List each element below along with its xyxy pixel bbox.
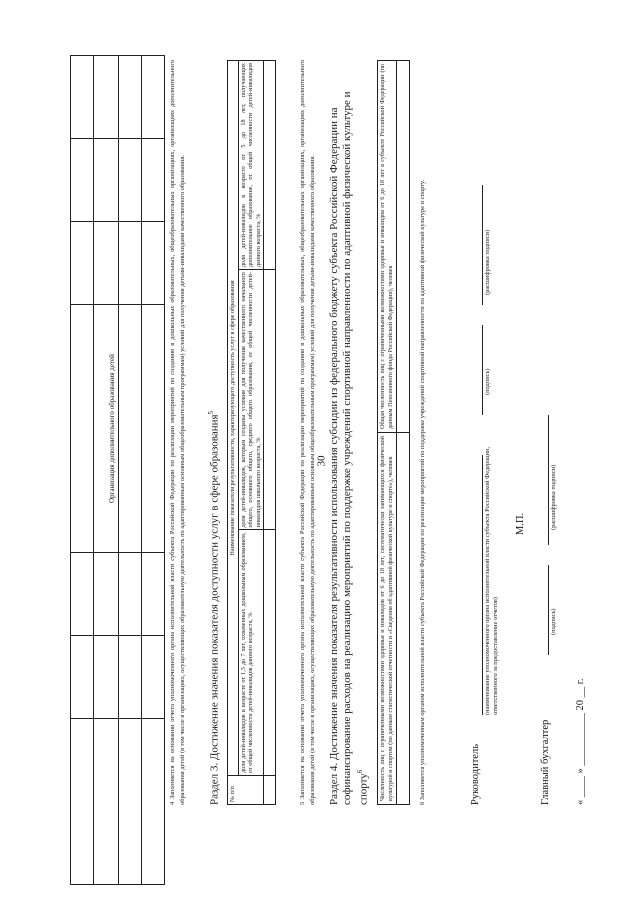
date-line: « ____ » __________ 20 __ г. bbox=[575, 678, 586, 805]
head-sign-caption: (подпись) bbox=[484, 368, 491, 395]
accountant-label: Главный бухгалтер bbox=[540, 719, 551, 805]
head-decode-line bbox=[482, 185, 483, 305]
section-3-title-text: Раздел 3. Достижение значения показателя доступности услуг в сфере образования bbox=[208, 414, 221, 805]
section-3-footnote-mark: 5 bbox=[207, 410, 215, 415]
col-school-share: доля детей-инвалидов, которым созданы условия для получения качественного начального общего, основного общего, среднего общего образования, от общей численности детей-инвалидов школьного возраста, % bbox=[238, 270, 264, 530]
org-additional-education-header: Организация дополнительного образования детей bbox=[94, 304, 119, 553]
section-4-title bbox=[328, 60, 371, 805]
head-sign-line bbox=[482, 325, 483, 415]
accountant-sign-caption: (подпись) bbox=[550, 608, 557, 635]
section-4-footnote-mark: 6 bbox=[356, 769, 364, 774]
footnote-4: 4 Заполняется на основании отчета уполномоченного органа исполнительной власти субъекта Российской Федерации по реализации мероприятий по созданию в дошкольных образовательных, общеобразовательных организациях, организациях дополнительного образования детей (в том числе в организациях, осуществляющих образовательную деятельность по адаптированным основным общеобразовательным программам) условий для получения детьми-инвалидами качественного образования. bbox=[169, 60, 186, 805]
head-decode-caption: (расшифровка подписи) bbox=[484, 229, 491, 295]
head-org-caption: (наименование уполномоченного органа исполнительной власти субъекта Российской Федерации, ответственного за предоставление отчетов) bbox=[484, 447, 499, 715]
accountant-decode-caption: (расшифровка подписи) bbox=[550, 464, 557, 530]
col-number-header: № п/п bbox=[228, 776, 264, 805]
col-total-disabled-count: Общая численность лиц с ограниченными возможностями здоровья и инвалидов от 6 до 18 лет в субъекте Российской Федерации (по данным Пенсионного фонда Российской Федерации), человек bbox=[378, 61, 397, 433]
indicator-group-header: Наименование показателя результативности, характеризующего доступность услуг в сфере образования bbox=[228, 61, 239, 776]
head-label: Руководитель bbox=[470, 744, 481, 805]
institutions-table bbox=[70, 55, 165, 885]
footnote-5: 5 Заполняется на основании отчета уполномоченного органа исполнительной власти субъекта Российской Федерации по реализации мероприятий по созданию в дошкольных образовательных, общеобразовательных организациях, организациях дополнительного образования детей (в том числе в организациях, осуществляющих образовательную деятельность по адаптированным основным общеобразовательным программам) условий для получения детьми-инвалидами качественного образования. bbox=[299, 60, 316, 805]
stamp-place: М.П. bbox=[515, 512, 526, 535]
section-3-table bbox=[227, 60, 276, 805]
col-active-disabled-count: Численность лиц с ограниченными возможностями здоровья и инвалидов от 6 до 18 лет, систематически занимающихся физической культурой и спортом (по данным статистической отчетности и «Сведения об адаптивной физической культуре и спорте»), человек bbox=[378, 433, 397, 805]
accountant-decode-line bbox=[548, 415, 549, 545]
page-number: 30 bbox=[315, 455, 328, 467]
section-4-table bbox=[377, 60, 410, 805]
col-preschool-share: доля детей-инвалидов в возрасте от 1,5 до 7 лет, охваченных дошкольным образованием, от общей численности детей-инвалидов данного возраста, % bbox=[238, 530, 264, 776]
section-4-title-text: Раздел 4. Достижение значения показателя результативности использования субсидии из федерального бюджету субъекта Российской Федерации на софинансирование расходов на реализацию мероприятий по поддержке учреждений спортивной направленности по адаптивной физической культуре и спорту bbox=[328, 91, 370, 805]
head-org-line bbox=[482, 455, 483, 715]
footnote-6: 6 Заполняется уполномоченным органом исполнительной власти субъекта Российской Федерации по реализации мероприятий по поддержке учреждений спортивной направленности по адаптивной физической культуре и спорту. bbox=[419, 179, 426, 805]
accountant-sign-line bbox=[548, 565, 549, 655]
col-additional-share: доля детей-инвалидов в возрасте от 5 до 18 лет, получающих дополнительное образование, от общей численности детей-инвалидов данного возраста, % bbox=[238, 61, 264, 270]
section-3-title bbox=[205, 60, 222, 805]
